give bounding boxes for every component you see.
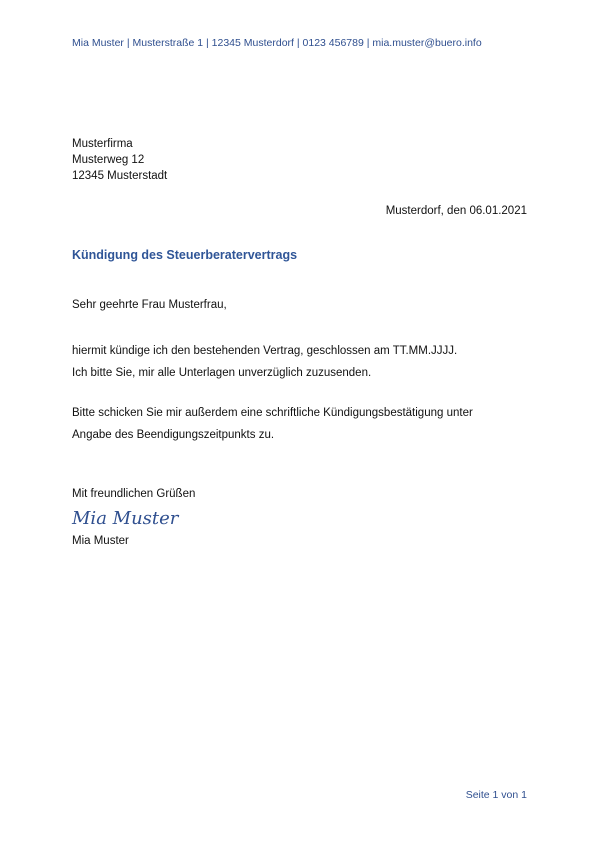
body-line: Ich bitte Sie, mir alle Unterlagen unverzüglich zuzusenden. <box>72 367 372 379</box>
recipient-street: Musterweg 12 <box>72 154 145 166</box>
page-number: Seite 1 von 1 <box>465 789 527 801</box>
body-paragraph-2 <box>72 402 473 446</box>
body-line: hiermit kündige ich den bestehenden Vertrag, geschlossen am TT.MM.JJJJ. <box>72 345 458 357</box>
signer-name: Mia Muster <box>72 535 129 547</box>
salutation: Sehr geehrte Frau Musterfrau, <box>72 299 227 311</box>
handwritten-signature: Mia Muster <box>72 508 179 529</box>
sender-address-line: Mia Muster | Musterstraße 1 | 12345 Musterdorf | 0123 456789 | mia.muster@buero.info <box>72 37 482 49</box>
body-paragraph-1 <box>72 340 457 384</box>
closing-phrase: Mit freundlichen Grüßen <box>72 488 196 500</box>
body-line: Angabe des Beendigungszeitpunkts zu. <box>72 429 275 441</box>
recipient-company: Musterfirma <box>72 138 133 150</box>
body-line: Bitte schicken Sie mir außerdem eine schriftliche Kündigungsbestätigung unter <box>72 407 473 419</box>
recipient-address <box>72 136 167 184</box>
recipient-city: 12345 Musterstadt <box>72 170 168 182</box>
letter-subject: Kündigung des Steuerberatervertrags <box>72 248 298 262</box>
place-date: Musterdorf, den 06.01.2021 <box>385 205 527 217</box>
